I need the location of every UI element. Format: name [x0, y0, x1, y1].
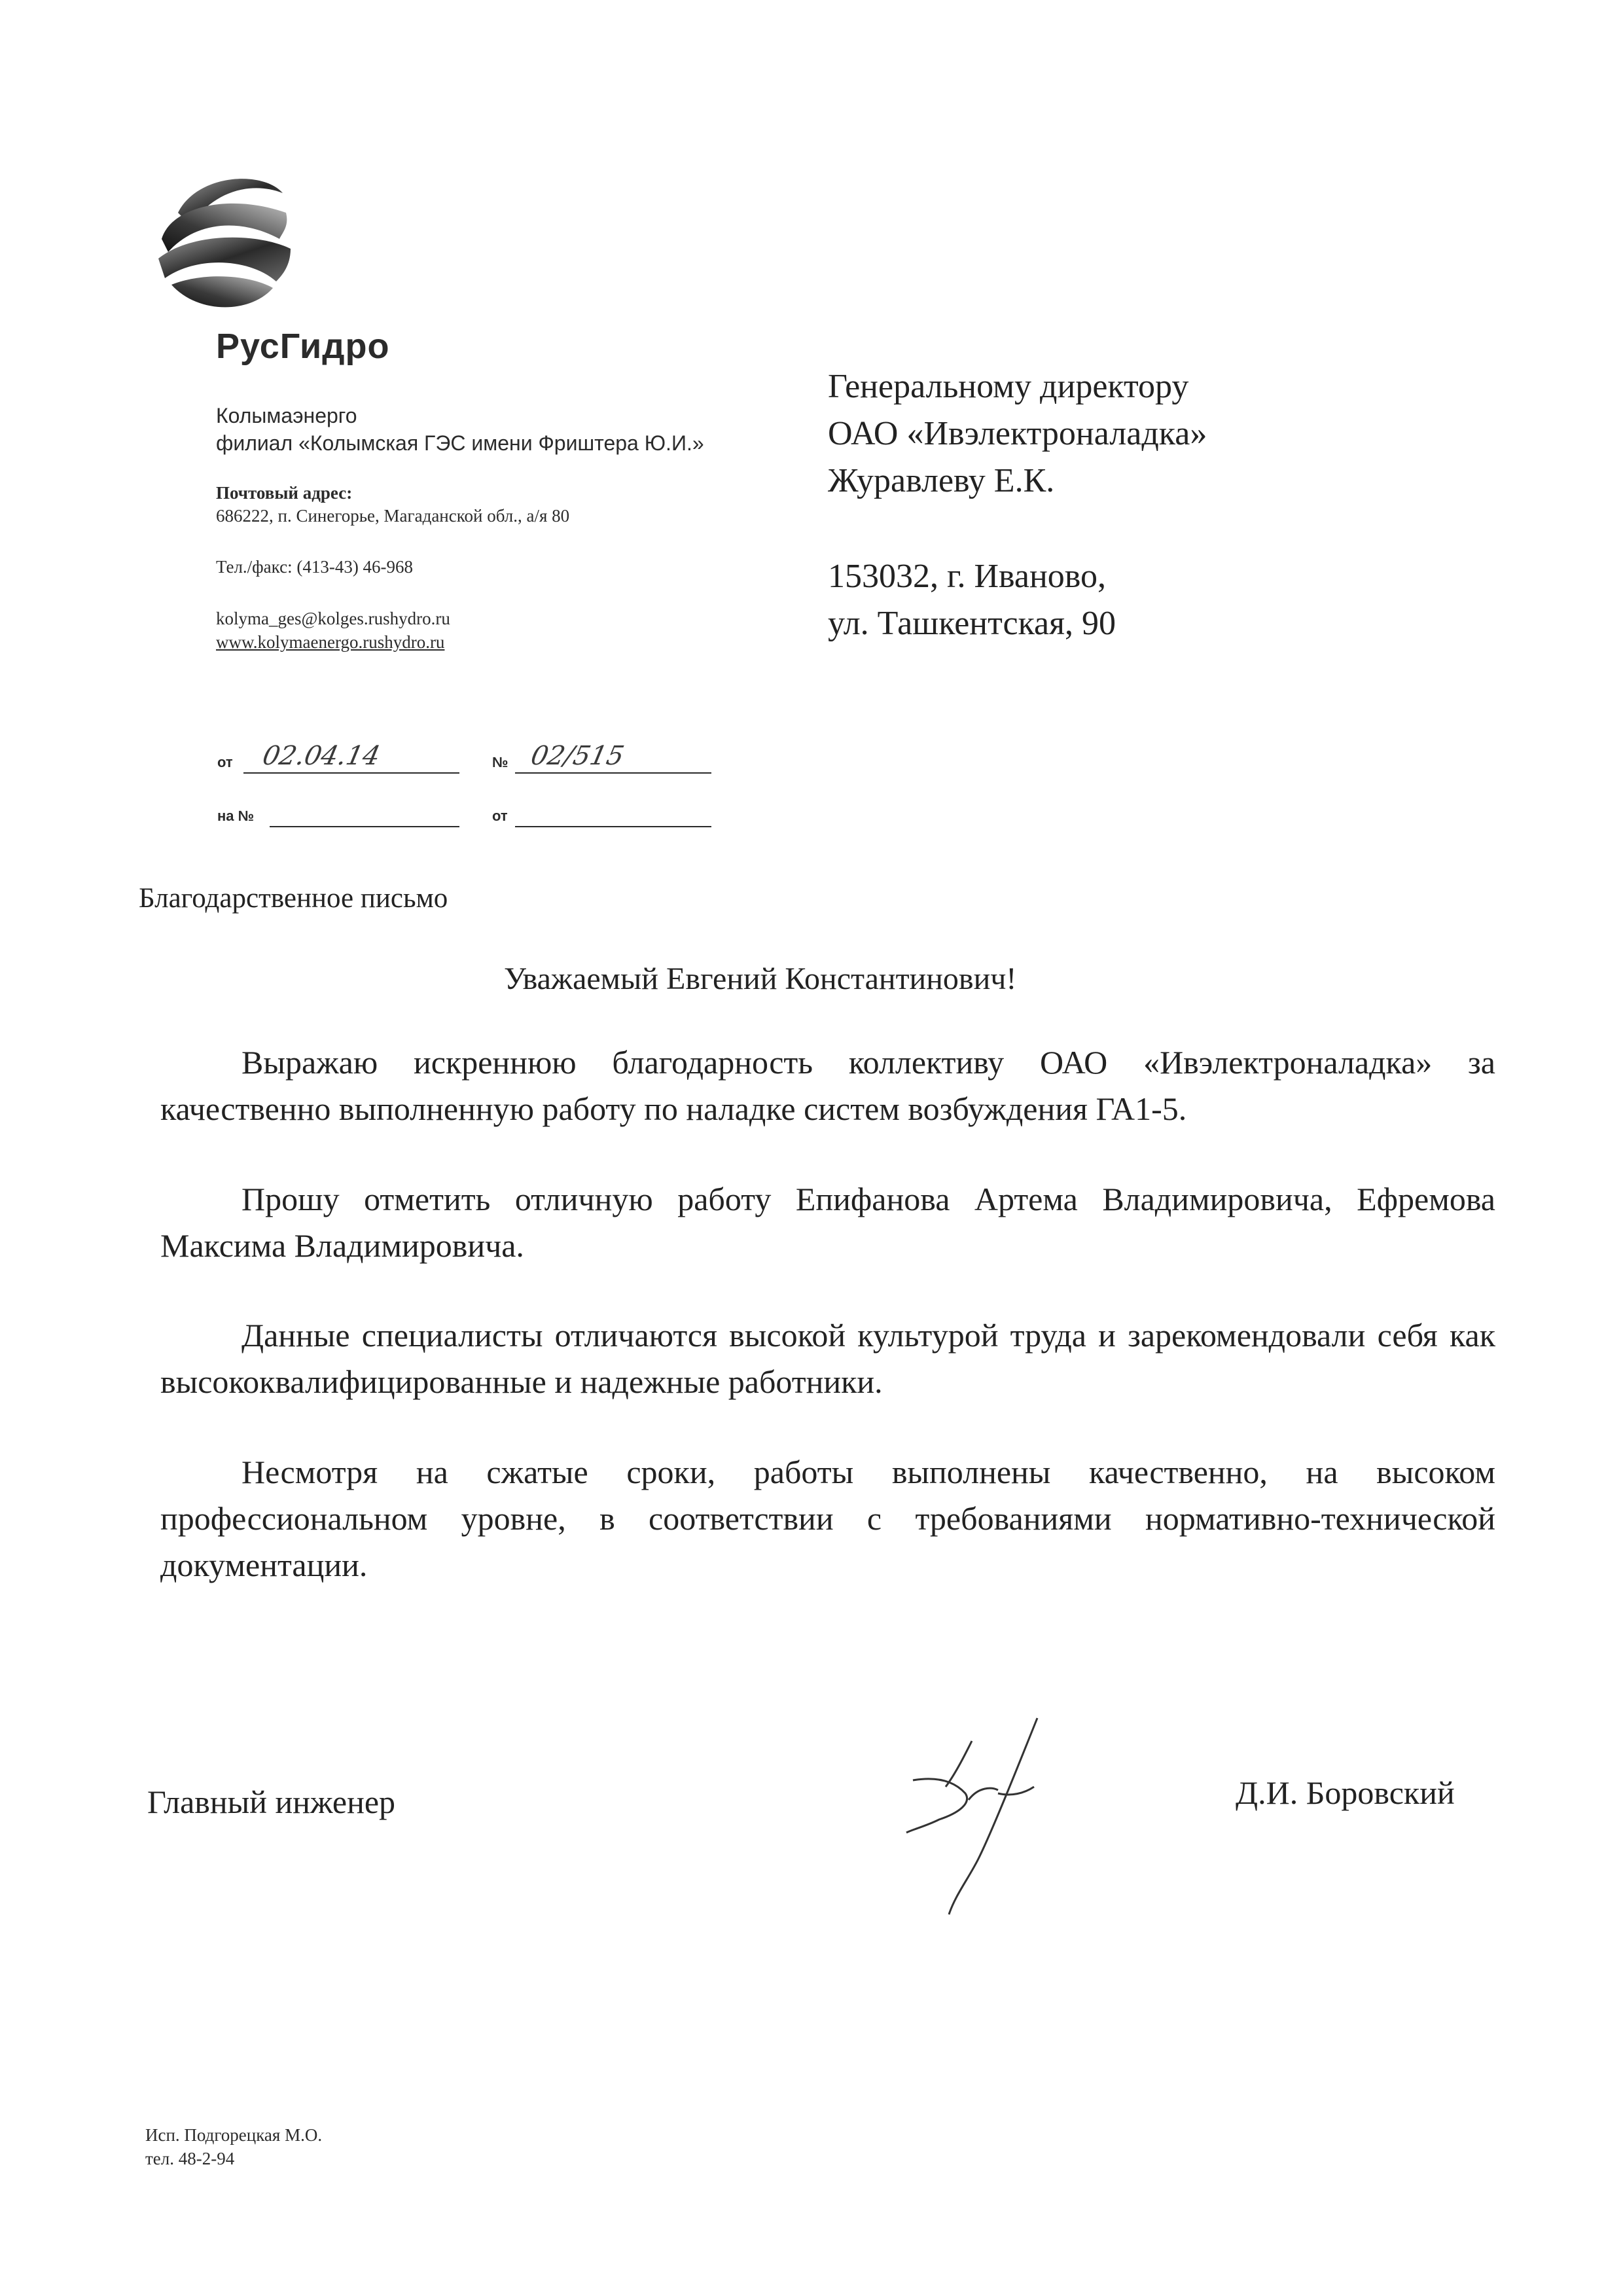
postal-address-label: Почтовый адрес: — [216, 483, 353, 503]
addressee-company: ОАО «Ивэлектроналадка» — [828, 415, 1207, 452]
branch-company: Колымаэнерго — [216, 404, 357, 427]
body-paragraph: Несмотря на сжатые сроки, работы выполнены качественно, на высоком профессиональном уровне, в соответствии с требованиями нормативно-технической документации. — [160, 1454, 1495, 1583]
addressee-title: Генеральному директору — [828, 368, 1189, 405]
number-field — [515, 741, 711, 774]
date-value: 02.04.14 — [260, 741, 383, 771]
executor-phone: тел. 48-2-94 — [145, 2149, 235, 2168]
addressee-address — [828, 553, 1116, 647]
date-field — [243, 741, 459, 774]
body-paragraph: Данные специалисты отличаются высокой культурой труда и зарекомендовали себя как высококвалифицированные и надежные работники. — [160, 1317, 1495, 1400]
addressee-name: Журавлеву Е.К. — [828, 462, 1055, 499]
reference-date-label: от — [492, 808, 508, 824]
rushydro-logo-icon — [152, 167, 296, 317]
reference-field — [270, 800, 459, 827]
phone-fax: Тел./факс: (413-43) 46-968 — [216, 557, 414, 577]
handwritten-signature — [893, 1715, 1063, 1918]
website-link[interactable]: www.kolymaenergo.rushydro.ru — [216, 632, 445, 652]
body-paragraph: Прошу отметить отличную работу Епифанова Артема Владимировича, Ефремова Максима Владимировича. — [160, 1181, 1495, 1264]
number-label: № — [492, 754, 508, 770]
sender-branch — [216, 402, 704, 457]
salutation: Уважаемый Евгений Константинович! — [504, 961, 1017, 996]
brand-name: РусГидро — [216, 327, 390, 366]
email-address: kolyma_ges@kolges.rushydro.ru — [216, 609, 450, 628]
reference-date-field — [515, 800, 711, 827]
address-street: ул. Ташкентская, 90 — [828, 605, 1116, 642]
date-label: от — [217, 754, 233, 770]
reference-label: на № — [217, 808, 255, 824]
executor-name: Исп. Подгорецкая М.О. — [145, 2125, 323, 2145]
body-paragraph: Выражаю искреннюю благодарность коллективу ОАО «Ивэлектроналадка» за качественно выполненную работу по наладке систем возбуждения ГА1-5. — [160, 1044, 1495, 1127]
addressee-block — [828, 363, 1207, 505]
signer-name: Д.И. Боровский — [1236, 1774, 1455, 1811]
document-type: Благодарственное письмо — [139, 883, 448, 914]
number-value: 02/515 — [528, 741, 627, 771]
postal-address-value: 686222, п. Синегорье, Магаданской обл., а/я 80 — [216, 506, 570, 526]
address-city: 153032, г. Иваново, — [828, 558, 1106, 595]
registration-block — [217, 726, 715, 831]
signer-position: Главный инженер — [147, 1784, 396, 1820]
branch-name: филиал «Колымская ГЭС имени Фриштера Ю.И.» — [216, 431, 704, 455]
